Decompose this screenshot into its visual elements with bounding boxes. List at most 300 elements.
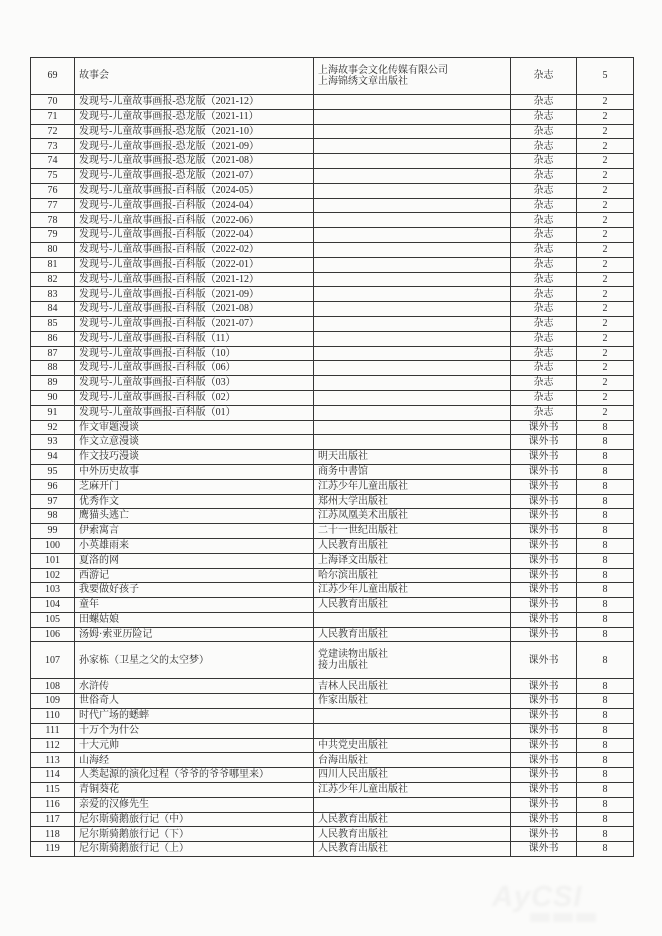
category-cell: 杂志 [511,124,577,139]
publisher-cell [314,183,511,198]
title-cell: 发现号-儿童故事画报-恐龙版（2021-09） [75,139,314,154]
qty-cell: 8 [577,479,634,494]
table-row [31,390,634,405]
publisher-cell [314,139,511,154]
publisher-cell [314,198,511,213]
row-number-cell: 87 [31,346,75,361]
category-cell: 课外书 [511,783,577,798]
table-row [31,694,634,709]
publisher-cell [314,302,511,317]
book-inventory-table [30,57,634,857]
row-number-cell: 118 [31,827,75,842]
title-cell: 发现号-儿童故事画报-百科版（06） [75,361,314,376]
category-cell: 课外书 [511,435,577,450]
qty-cell: 2 [577,242,634,257]
publisher-cell: 四川人民出版社 [314,768,511,783]
table-row [31,420,634,435]
title-cell: 发现号-儿童故事画报-百科版（11） [75,331,314,346]
publisher-cell [314,257,511,272]
row-number-cell: 100 [31,538,75,553]
row-number-cell: 113 [31,753,75,768]
category-cell: 课外书 [511,509,577,524]
table-row [31,812,634,827]
qty-cell: 8 [577,827,634,842]
category-cell: 课外书 [511,538,577,553]
title-cell: 发现号-儿童故事画报-百科版（2021-09） [75,287,314,302]
table-row [31,198,634,213]
title-cell: 发现号-儿童故事画报-恐龙版（2021-07） [75,168,314,183]
category-cell: 杂志 [511,139,577,154]
row-number-cell: 89 [31,376,75,391]
publisher-cell [314,361,511,376]
table-row [31,723,634,738]
table-row [31,464,634,479]
row-number-cell: 96 [31,479,75,494]
table-row [31,568,634,583]
table-row [31,679,634,694]
publisher-cell [314,109,511,124]
publisher-cell: 中共党史出版社 [314,738,511,753]
category-cell: 杂志 [511,390,577,405]
category-cell: 杂志 [511,302,577,317]
qty-cell: 2 [577,287,634,302]
table-row [31,124,634,139]
category-cell: 课外书 [511,583,577,598]
qty-cell: 2 [577,124,634,139]
title-cell: 青铜葵花 [75,783,314,798]
publisher-cell: 人民教育出版社 [314,627,511,642]
publisher-cell: 江苏少年儿童出版社 [314,583,511,598]
qty-cell: 2 [577,272,634,287]
table-row [31,405,634,420]
qty-cell: 8 [577,783,634,798]
publisher-cell [314,287,511,302]
qty-cell: 8 [577,679,634,694]
row-number-cell: 105 [31,612,75,627]
table-row [31,213,634,228]
table-row [31,642,634,679]
qty-cell: 2 [577,302,634,317]
table-row [31,479,634,494]
category-cell: 课外书 [511,568,577,583]
row-number-cell: 88 [31,361,75,376]
title-cell: 尼尔斯骑鹅旅行记（上） [75,842,314,857]
publisher-cell [314,95,511,110]
category-cell: 课外书 [511,738,577,753]
table-row [31,783,634,798]
category-cell: 杂志 [511,316,577,331]
row-number-cell: 82 [31,272,75,287]
qty-cell: 2 [577,228,634,243]
category-cell: 杂志 [511,331,577,346]
qty-cell: 2 [577,168,634,183]
row-number-cell: 81 [31,257,75,272]
title-cell: 汤姆·索亚历险记 [75,627,314,642]
table-row [31,524,634,539]
title-cell: 发现号-儿童故事画报-百科版（2022-02） [75,242,314,257]
qty-cell: 8 [577,753,634,768]
publisher-cell: 江苏少年儿童出版社 [314,479,511,494]
qty-cell: 8 [577,538,634,553]
qty-cell: 8 [577,450,634,465]
category-cell: 课外书 [511,827,577,842]
qty-cell: 2 [577,183,634,198]
title-cell: 发现号-儿童故事画报-百科版（2022-06） [75,213,314,228]
publisher-cell [314,612,511,627]
category-cell: 杂志 [511,109,577,124]
qty-cell: 2 [577,109,634,124]
table-row [31,287,634,302]
publisher-cell [314,242,511,257]
publisher-cell [314,228,511,243]
qty-cell: 8 [577,509,634,524]
category-cell: 杂志 [511,376,577,391]
qty-cell: 8 [577,842,634,857]
title-cell: 孙家栋（卫星之父的太空梦） [75,642,314,679]
table-row [31,797,634,812]
qty-cell: 2 [577,257,634,272]
title-cell: 芝麻开门 [75,479,314,494]
publisher-cell [314,154,511,169]
table-row [31,709,634,724]
qty-cell: 2 [577,331,634,346]
table-row [31,346,634,361]
row-number-cell: 84 [31,302,75,317]
qty-cell: 8 [577,642,634,679]
row-number-cell: 86 [31,331,75,346]
title-cell: 发现号-儿童故事画报-恐龙版（2021-10） [75,124,314,139]
row-number-cell: 93 [31,435,75,450]
table-row [31,450,634,465]
row-number-cell: 116 [31,797,75,812]
table-row [31,509,634,524]
title-cell: 亲爱的汉修先生 [75,797,314,812]
title-cell: 发现号-儿童故事画报-恐龙版（2021-11） [75,109,314,124]
title-cell: 发现号-儿童故事画报-百科版（2021-08） [75,302,314,317]
table-row [31,272,634,287]
category-cell: 杂志 [511,287,577,302]
category-cell: 杂志 [511,213,577,228]
qty-cell: 8 [577,464,634,479]
table-row [31,168,634,183]
table-row [31,612,634,627]
publisher-cell [314,168,511,183]
category-cell: 杂志 [511,257,577,272]
category-cell: 杂志 [511,154,577,169]
row-number-cell: 115 [31,783,75,798]
title-cell: 十大元帅 [75,738,314,753]
title-cell: 发现号-儿童故事画报-恐龙版（2021-08） [75,154,314,169]
category-cell: 杂志 [511,58,577,95]
row-number-cell: 72 [31,124,75,139]
table-row [31,361,634,376]
row-number-cell: 106 [31,627,75,642]
category-cell: 课外书 [511,627,577,642]
category-cell: 课外书 [511,524,577,539]
row-number-cell: 70 [31,95,75,110]
qty-cell: 8 [577,627,634,642]
title-cell: 发现号-儿童故事画报-百科版（03） [75,376,314,391]
publisher-cell: 人民教育出版社 [314,812,511,827]
row-number-cell: 103 [31,583,75,598]
category-cell: 课外书 [511,709,577,724]
category-cell: 杂志 [511,272,577,287]
table-row [31,58,634,95]
title-cell: 作文审题漫谈 [75,420,314,435]
row-number-cell: 101 [31,553,75,568]
title-cell: 发现号-儿童故事画报-百科版（2024-05） [75,183,314,198]
category-cell: 杂志 [511,198,577,213]
row-number-cell: 95 [31,464,75,479]
table-row [31,768,634,783]
category-cell: 杂志 [511,183,577,198]
publisher-cell [314,420,511,435]
row-number-cell: 76 [31,183,75,198]
qty-cell: 2 [577,213,634,228]
row-number-cell: 85 [31,316,75,331]
publisher-cell [314,331,511,346]
publisher-cell [314,272,511,287]
row-number-cell: 108 [31,679,75,694]
row-number-cell: 91 [31,405,75,420]
row-number-cell: 114 [31,768,75,783]
category-cell: 杂志 [511,95,577,110]
table-row [31,435,634,450]
row-number-cell: 104 [31,598,75,613]
row-number-cell: 107 [31,642,75,679]
table-row [31,738,634,753]
qty-cell: 8 [577,738,634,753]
qty-cell: 2 [577,95,634,110]
qty-cell: 8 [577,812,634,827]
title-cell: 西游记 [75,568,314,583]
qty-cell: 2 [577,405,634,420]
qty-cell: 8 [577,494,634,509]
row-number-cell: 102 [31,568,75,583]
title-cell: 山海经 [75,753,314,768]
category-cell: 课外书 [511,612,577,627]
row-number-cell: 92 [31,420,75,435]
qty-cell: 8 [577,420,634,435]
category-cell: 课外书 [511,812,577,827]
publisher-cell [314,316,511,331]
publisher-cell: 台海出版社 [314,753,511,768]
row-number-cell: 117 [31,812,75,827]
table-row [31,331,634,346]
category-cell: 课外书 [511,723,577,738]
table-row [31,553,634,568]
category-cell: 杂志 [511,242,577,257]
title-cell: 发现号-儿童故事画报-百科版（2021-12） [75,272,314,287]
publisher-cell [314,124,511,139]
qty-cell: 8 [577,524,634,539]
title-cell: 人类起源的演化过程（爷爷的爷爷哪里来） [75,768,314,783]
table-row [31,583,634,598]
row-number-cell: 97 [31,494,75,509]
publisher-cell: 郑州大学出版社 [314,494,511,509]
publisher-cell [314,213,511,228]
publisher-cell: 江苏少年儿童出版社 [314,783,511,798]
qty-cell: 2 [577,316,634,331]
qty-cell: 2 [577,346,634,361]
publisher-cell: 江苏凤凰美术出版社 [314,509,511,524]
title-cell: 发现号-儿童故事画报-百科版（10） [75,346,314,361]
title-cell: 发现号-儿童故事画报-百科版（2022-04） [75,228,314,243]
table-row [31,257,634,272]
category-cell: 杂志 [511,228,577,243]
qty-cell: 8 [577,709,634,724]
table-row [31,228,634,243]
row-number-cell: 74 [31,154,75,169]
category-cell: 课外书 [511,450,577,465]
row-number-cell: 90 [31,390,75,405]
title-cell: 发现号-儿童故事画报-百科版（2024-04） [75,198,314,213]
category-cell: 课外书 [511,479,577,494]
row-number-cell: 112 [31,738,75,753]
category-cell: 课外书 [511,753,577,768]
publisher-cell: 作家出版社 [314,694,511,709]
title-cell: 作文立意漫谈 [75,435,314,450]
title-cell: 发现号-儿童故事画报-恐龙版（2021-12） [75,95,314,110]
qty-cell: 8 [577,598,634,613]
row-number-cell: 99 [31,524,75,539]
watermark-subblocks [530,913,657,922]
publisher-cell: 上海故事会文化传媒有限公司 上海锦绣文章出版社 [314,58,511,95]
title-cell: 十万个为什公 [75,723,314,738]
title-cell: 作文技巧漫谈 [75,450,314,465]
category-cell: 课外书 [511,464,577,479]
category-cell: 课外书 [511,797,577,812]
publisher-cell: 商务中書馆 [314,464,511,479]
qty-cell: 8 [577,723,634,738]
qty-cell: 8 [577,694,634,709]
table-row [31,598,634,613]
table-row [31,538,634,553]
publisher-cell [314,709,511,724]
category-cell: 课外书 [511,420,577,435]
publisher-cell [314,390,511,405]
title-cell: 尼尔斯骑鹅旅行记（中） [75,812,314,827]
category-cell: 杂志 [511,168,577,183]
title-cell: 故事会 [75,58,314,95]
book-table-body [31,58,634,857]
publisher-cell [314,797,511,812]
title-cell: 发现号-儿童故事画报-百科版（2021-07） [75,316,314,331]
category-cell: 杂志 [511,405,577,420]
table-row [31,753,634,768]
row-number-cell: 77 [31,198,75,213]
title-cell: 水浒传 [75,679,314,694]
publisher-cell: 人民教育出版社 [314,538,511,553]
category-cell: 课外书 [511,768,577,783]
qty-cell: 2 [577,139,634,154]
publisher-cell: 人民教育出版社 [314,842,511,857]
title-cell: 田螺姑娘 [75,612,314,627]
title-cell: 发现号-儿童故事画报-百科版（2022-01） [75,257,314,272]
row-number-cell: 109 [31,694,75,709]
title-cell: 小英雄雨来 [75,538,314,553]
title-cell: 优秀作文 [75,494,314,509]
qty-cell: 8 [577,553,634,568]
table-row [31,95,634,110]
category-cell: 课外书 [511,553,577,568]
title-cell: 世俗奇人 [75,694,314,709]
title-cell: 鹰猫头逃亡 [75,509,314,524]
table-row [31,139,634,154]
qty-cell: 8 [577,768,634,783]
qty-cell: 8 [577,797,634,812]
row-number-cell: 79 [31,228,75,243]
row-number-cell: 69 [31,58,75,95]
qty-cell: 5 [577,58,634,95]
publisher-cell [314,346,511,361]
qty-cell: 2 [577,376,634,391]
table-row [31,842,634,857]
qty-cell: 2 [577,198,634,213]
title-cell: 发现号-儿童故事画报-百科版（01） [75,405,314,420]
qty-cell: 2 [577,361,634,376]
qty-cell: 8 [577,612,634,627]
category-cell: 课外书 [511,598,577,613]
table-row [31,827,634,842]
row-number-cell: 73 [31,139,75,154]
row-number-cell: 83 [31,287,75,302]
table-row [31,316,634,331]
publisher-cell: 吉林人民出版社 [314,679,511,694]
table-row [31,302,634,317]
qty-cell: 2 [577,390,634,405]
title-cell: 发现号-儿童故事画报-百科版（02） [75,390,314,405]
row-number-cell: 110 [31,709,75,724]
row-number-cell: 71 [31,109,75,124]
table-row [31,242,634,257]
watermark-text: AyCSI [492,881,583,913]
title-cell: 夏洛的网 [75,553,314,568]
publisher-cell: 二十一世纪出版社 [314,524,511,539]
table-row [31,183,634,198]
row-number-cell: 94 [31,450,75,465]
publisher-cell: 上海译文出版社 [314,553,511,568]
qty-cell: 8 [577,568,634,583]
publisher-cell [314,723,511,738]
table-row [31,376,634,391]
row-number-cell: 119 [31,842,75,857]
title-cell: 伊索寓言 [75,524,314,539]
row-number-cell: 78 [31,213,75,228]
category-cell: 杂志 [511,361,577,376]
row-number-cell: 75 [31,168,75,183]
qty-cell: 2 [577,154,634,169]
category-cell: 课外书 [511,842,577,857]
category-cell: 课外书 [511,642,577,679]
category-cell: 杂志 [511,346,577,361]
title-cell: 我要做好孩子 [75,583,314,598]
publisher-cell: 人民教育出版社 [314,598,511,613]
publisher-cell [314,435,511,450]
title-cell: 时代广场的蟋蟀 [75,709,314,724]
row-number-cell: 98 [31,509,75,524]
watermark-logo [492,882,657,932]
publisher-cell [314,405,511,420]
publisher-cell [314,376,511,391]
title-cell: 中外历史故事 [75,464,314,479]
title-cell: 童年 [75,598,314,613]
qty-cell: 8 [577,583,634,598]
table-row [31,627,634,642]
qty-cell: 8 [577,435,634,450]
title-cell: 尼尔斯骑鹅旅行记（下） [75,827,314,842]
publisher-cell: 哈尔滨出版社 [314,568,511,583]
